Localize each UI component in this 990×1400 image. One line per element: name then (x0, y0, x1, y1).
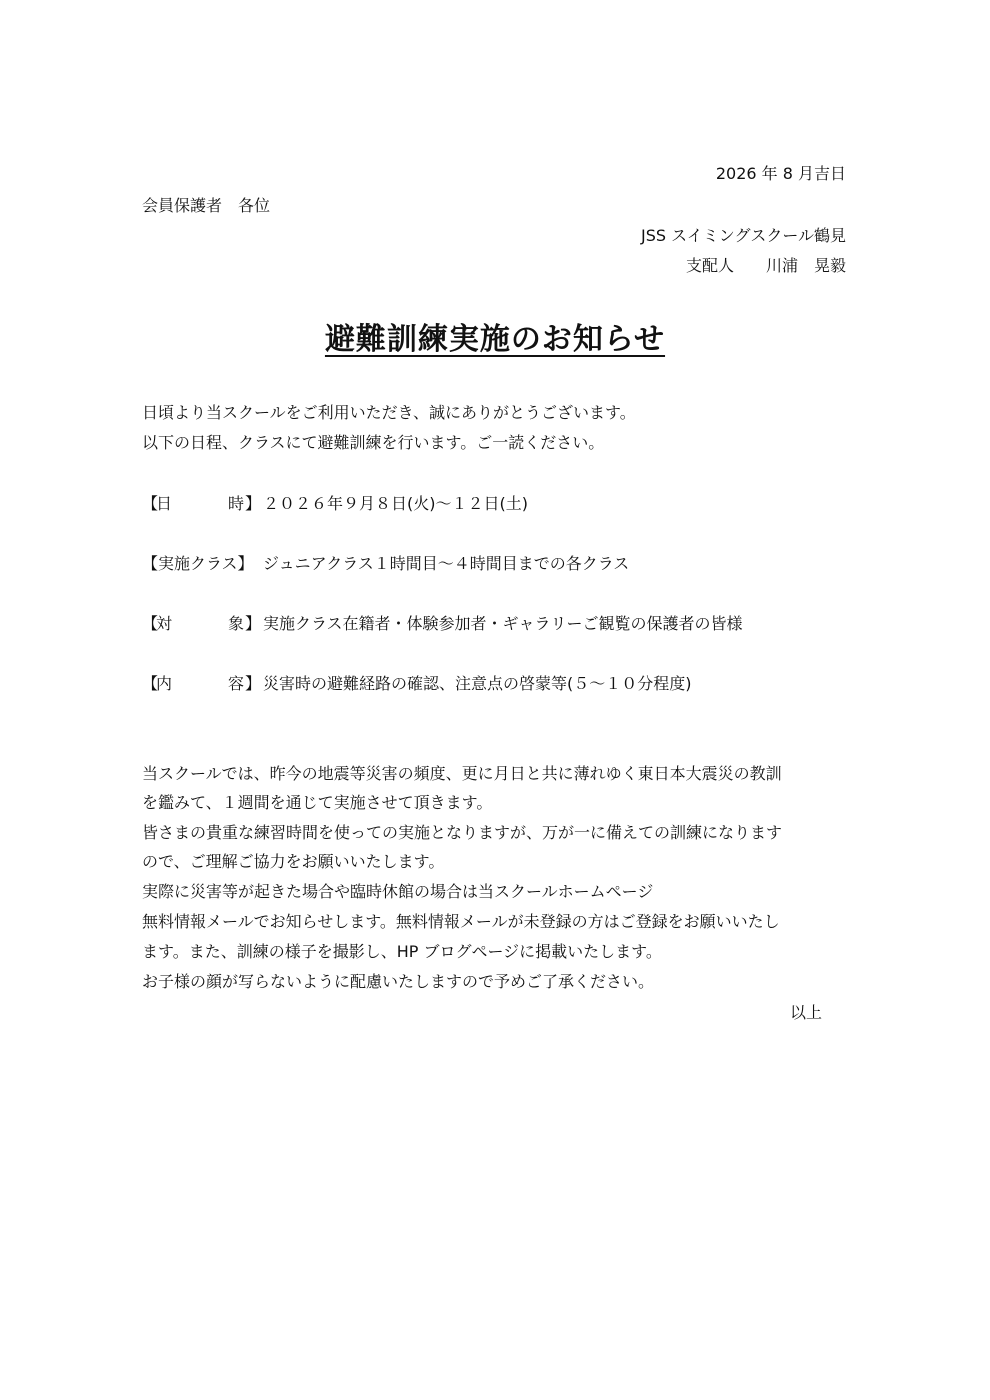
sender-name: 支配人 川浦 晃毅 (685, 256, 846, 275)
detail-content: 【 内 容 】 災害時の避難経路の確認、注意点の啓蒙等(５～１０分程度) (142, 674, 692, 693)
body-line: ので、ご理解ご協力をお願いいたします。 (142, 852, 445, 871)
detail-classes (142, 554, 862, 574)
title-text: 避難訓練実施のお知らせ (324, 322, 666, 357)
body-line: 皆さまの貴重な練習時間を使っての実施となりますが、万が一に備えての訓練になります (142, 823, 783, 842)
organization-name: JSS スイミングスクール鶴見 (641, 226, 846, 245)
detail-classes-value: ジュニアクラス１時間目～４時間目までの各クラス (263, 554, 630, 573)
intro-line-2: 以下の日程、クラスにて避難訓練を行います。ご一読ください。 (142, 433, 605, 452)
detail-datetime: 【 日 時 】 ２０２６年９月８日(火)～１２日(土) (142, 494, 528, 513)
detail-classes-label: 【実施クラス】 (142, 554, 254, 573)
recipient: 会員保護者 各位 (142, 196, 271, 215)
issue-date: 2026 年 8 月吉日 (715, 164, 846, 183)
detail-target: 【 対 象 】 実施クラス在籍者・体験参加者・ギャラリーご観覧の保護者の皆様 (142, 614, 743, 633)
detail-datetime-value: ２０２６年９月８日(火)～１２日(土) (263, 494, 528, 513)
page-title (0, 320, 990, 360)
body-line: 無料情報メールでお知らせします。無料情報メールが未登録の方はご登録をお願いいたし (142, 912, 780, 931)
intro-line-1: 日頃より当スクールをご利用いただき、誠にありがとうございます。 (142, 403, 636, 422)
body-line: お子様の顔が写らないように配慮いたしますので予めご了承ください。 (142, 972, 655, 991)
body-line: ます。また、訓練の様子を撮影し、HP ブログページに掲載いたします。 (142, 942, 662, 961)
detail-target-value: 実施クラス在籍者・体験参加者・ギャラリーご観覧の保護者の皆様 (263, 614, 743, 633)
body-line: 当スクールでは、昨今の地震等災害の頻度、更に月日と共に薄れゆく東日本大震災の教訓 (142, 764, 782, 783)
body-line: 実際に災害等が起きた場合や臨時休館の場合は当スクールホームページ (142, 882, 654, 901)
closing-remark: 以上 (789, 1003, 822, 1022)
body-line: を鑑みて、１週間を通じて実施させて頂きます。 (142, 793, 493, 812)
detail-content-value: 災害時の避難経路の確認、注意点の啓蒙等(５～１０分程度) (263, 674, 692, 693)
